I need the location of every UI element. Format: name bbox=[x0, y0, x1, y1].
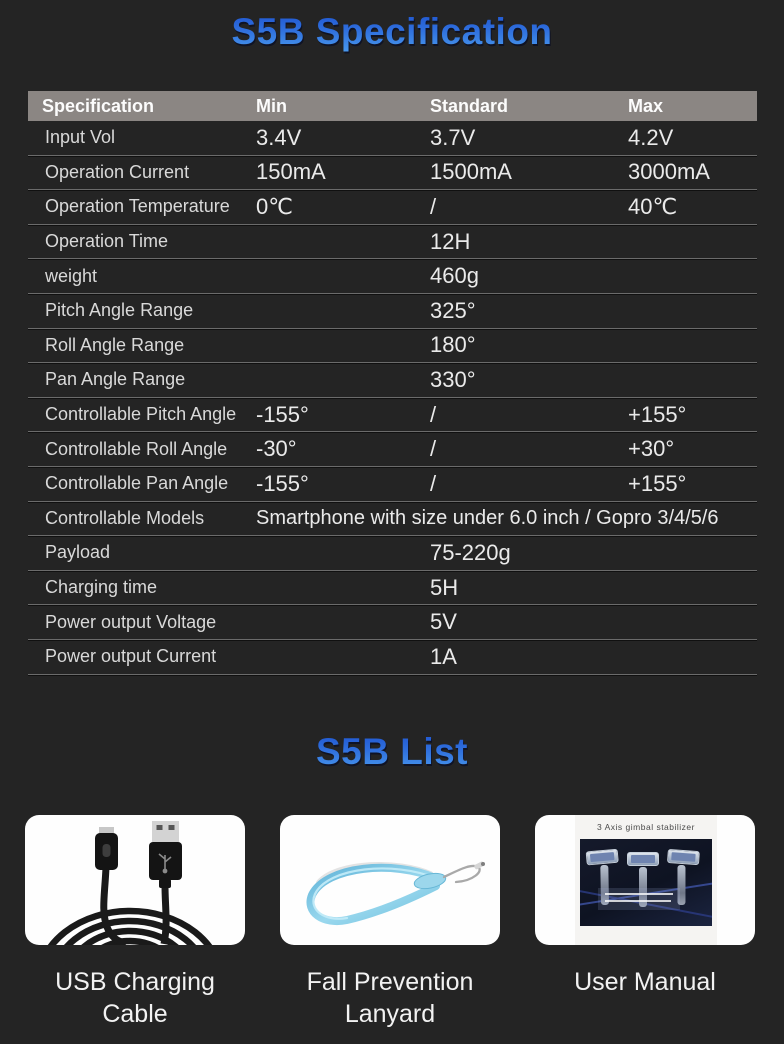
list-item-user-manual bbox=[535, 815, 755, 1030]
header-min: Min bbox=[256, 95, 287, 116]
row-value-standard: 1500mA bbox=[430, 159, 512, 185]
row-label: Pan Angle Range bbox=[45, 369, 186, 390]
row-value-max: +155° bbox=[628, 401, 687, 427]
row-value-min: 3.4V bbox=[256, 124, 302, 150]
table-row bbox=[28, 259, 757, 294]
row-value-standard: 460g bbox=[430, 263, 479, 289]
row-value-standard: 12H bbox=[430, 228, 471, 254]
table-row bbox=[28, 536, 757, 571]
row-label: Operation Current bbox=[45, 161, 190, 182]
usb-cable-drawing bbox=[25, 815, 245, 945]
row-value-standard: 180° bbox=[430, 332, 476, 358]
table-row bbox=[28, 329, 757, 364]
row-label: Controllable Roll Angle bbox=[45, 438, 228, 459]
header-max: Max bbox=[628, 95, 664, 116]
table-row bbox=[28, 398, 757, 433]
row-value-standard: 330° bbox=[430, 366, 476, 392]
row-label: Operation Temperature bbox=[45, 196, 230, 217]
row-value-standard: / bbox=[430, 193, 437, 219]
manual-cover-photo bbox=[580, 839, 712, 926]
table-row bbox=[28, 225, 757, 260]
row-value-min: -155° bbox=[256, 401, 309, 427]
row-value-max: 4.2V bbox=[628, 124, 674, 150]
row-value-max: +30° bbox=[628, 436, 675, 462]
row-value-standard: / bbox=[430, 470, 437, 496]
row-label: Controllable Pitch Angle bbox=[45, 404, 237, 425]
list-item-caption: Fall Prevention Lanyard bbox=[306, 968, 474, 1028]
table-row bbox=[28, 432, 757, 467]
header-specification: Specification bbox=[42, 95, 155, 116]
table-row bbox=[28, 121, 757, 156]
row-label: Charging time bbox=[45, 577, 158, 598]
row-label: weight bbox=[45, 265, 98, 286]
row-value-min: -30° bbox=[256, 436, 297, 462]
accessory-cards bbox=[25, 815, 755, 1030]
table-row bbox=[28, 502, 757, 537]
table-row bbox=[28, 571, 757, 606]
user-manual-image bbox=[535, 815, 755, 945]
row-value-standard: / bbox=[430, 401, 437, 427]
spec-table bbox=[28, 91, 757, 675]
row-value-standard: 5V bbox=[430, 609, 457, 635]
row-value-max: +155° bbox=[628, 470, 687, 496]
row-value-standard: 1A bbox=[430, 643, 457, 669]
row-value-max: 40℃ bbox=[628, 193, 678, 219]
row-value-standard: 3.7V bbox=[430, 124, 476, 150]
row-value-standard: 325° bbox=[430, 297, 476, 323]
row-label: Power output Voltage bbox=[45, 611, 217, 632]
row-value-min: 0℃ bbox=[256, 193, 293, 219]
row-label: Controllable Models bbox=[45, 507, 205, 528]
table-row bbox=[28, 467, 757, 502]
lanyard-image bbox=[280, 815, 500, 945]
spec-section-title: S5B Specification bbox=[0, 11, 784, 53]
lanyard-drawing bbox=[280, 815, 500, 945]
row-label: Input Vol bbox=[45, 127, 116, 148]
table-row bbox=[28, 190, 757, 225]
list-item-lanyard bbox=[280, 815, 500, 1030]
row-value-standard: / bbox=[430, 436, 437, 462]
row-label: Payload bbox=[45, 542, 111, 563]
row-value-min: -155° bbox=[256, 470, 309, 496]
row-value-max: 3000mA bbox=[628, 159, 710, 185]
row-value-span: Smartphone with size under 6.0 inch / Gopro 3/4/5/6 bbox=[256, 506, 719, 529]
list-item-caption: USB Charging Cable bbox=[55, 968, 215, 1028]
manual-small-print bbox=[598, 888, 680, 911]
table-row bbox=[28, 156, 757, 191]
spec-table-body bbox=[28, 121, 757, 675]
row-label: Pitch Angle Range bbox=[45, 300, 194, 321]
usb-cable-image bbox=[25, 815, 245, 945]
row-value-min: 150mA bbox=[256, 159, 326, 185]
row-value-standard: 75-220g bbox=[430, 539, 511, 565]
list-section-title: S5B List bbox=[0, 731, 784, 773]
table-row bbox=[28, 605, 757, 640]
row-label: Roll Angle Range bbox=[45, 334, 185, 355]
table-row bbox=[28, 294, 757, 329]
row-label: Controllable Pan Angle bbox=[45, 473, 229, 494]
manual-cover-title: 3 Axis gimbal stabilizer bbox=[597, 822, 695, 832]
row-label: Operation Time bbox=[45, 231, 169, 252]
manual-cover bbox=[575, 815, 717, 945]
list-item-usb-cable bbox=[25, 815, 245, 1030]
row-value-standard: 5H bbox=[430, 574, 459, 600]
table-row bbox=[28, 640, 757, 675]
table-row bbox=[28, 363, 757, 398]
header-standard: Standard bbox=[430, 95, 509, 116]
spec-table-header bbox=[28, 91, 757, 121]
row-label: Power output Current bbox=[45, 646, 217, 667]
list-item-caption: User Manual bbox=[574, 968, 716, 996]
